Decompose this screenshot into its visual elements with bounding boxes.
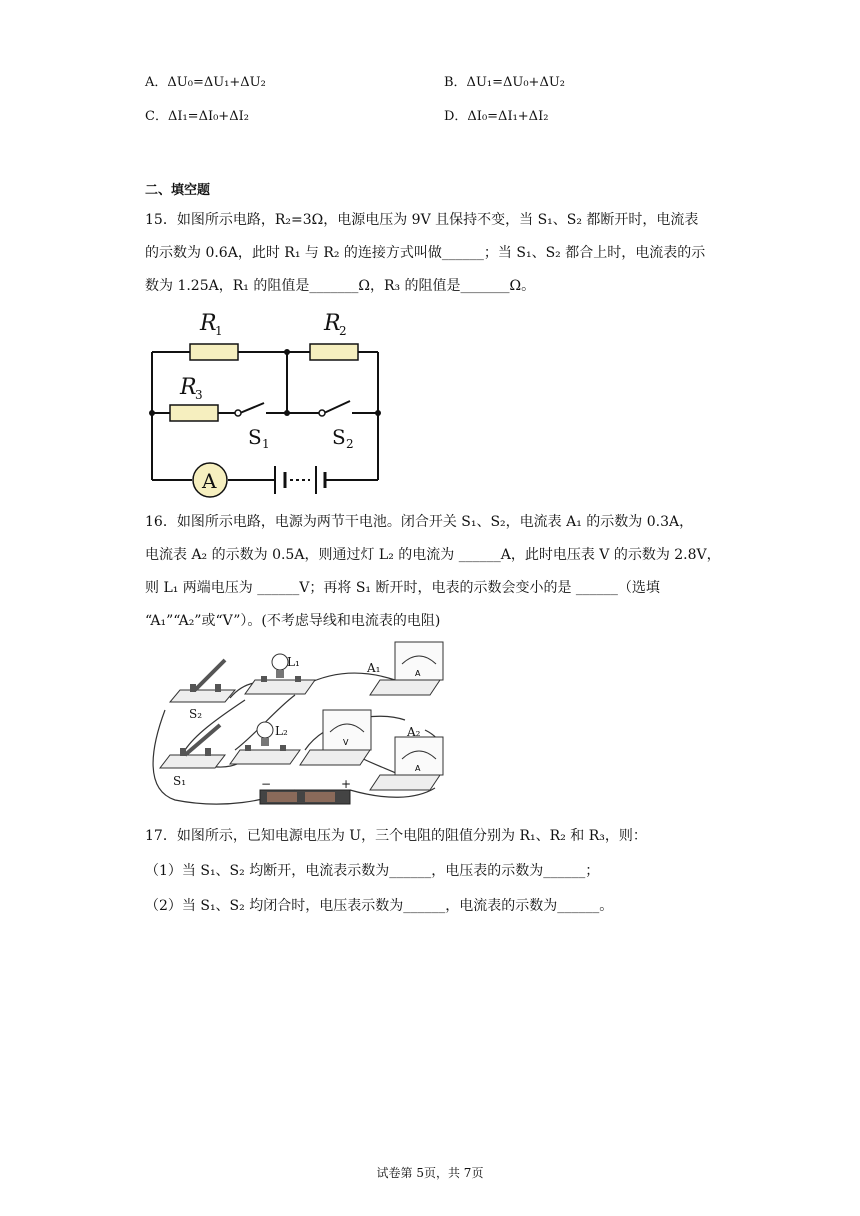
- voltmeter: [300, 710, 371, 765]
- q17-line-3: （2）当 S₁、S₂ 均闭合时，电压表示数为______，电流表的示数为______。: [145, 898, 614, 914]
- s1-sub: 1: [262, 437, 270, 451]
- q16-line-2: 电流表 A₂ 的示数为 0.5A，则通过灯 L₂ 的电流为 ______A，此时电压表 V 的示数为 2.8V，: [145, 547, 721, 563]
- q15-line-3: 数为 1.25A，R₁ 的阻值是_______Ω，R₃ 的阻值是_______Ω。: [145, 278, 536, 294]
- r1-resistor: [190, 344, 238, 360]
- ammeter-label: A: [202, 469, 217, 493]
- switch-s1: [160, 725, 225, 768]
- q16-line-3: 则 L₁ 两端电压为 ______V；再将 S₁ 断开时，电表的示数会变小的是 ______（选填: [145, 580, 660, 596]
- battery-plus: +: [341, 777, 352, 791]
- r3-sub: 3: [195, 388, 203, 402]
- l1-label: L₁: [287, 655, 300, 669]
- section-title: 二、填空题: [145, 183, 211, 198]
- s2-label: S: [332, 425, 346, 449]
- q15-line-2: 的示数为 0.6A，此时 R₁ 与 R₂ 的连接方式叫做______；当 S₁、S₂ 都合上时，电流表的示: [145, 245, 706, 261]
- option-c: C．ΔI₁=ΔI₀+ΔI₂: [145, 109, 249, 124]
- ammeter-a2: [370, 737, 443, 790]
- s2-sub: 2: [346, 437, 354, 451]
- page-footer: 试卷第 5页，共 7页: [376, 1166, 484, 1180]
- l2-label: L₂: [275, 724, 288, 738]
- r2-resistor: [310, 344, 358, 360]
- q17-line-2: （1）当 S₁、S₂ 均断开，电流表示数为______，电压表的示数为______；: [145, 863, 600, 879]
- q17-line-1: 17．如图所示，已知电源电压为 U，三个电阻的阻值分别为 R₁、R₂ 和 R₃，则：: [145, 828, 647, 844]
- q16-line-1: 16．如图所示电路，电源为两节干电池。闭合开关 S₁、S₂，电流表 A₁ 的示数为 0.3A，: [145, 514, 694, 530]
- option-b: B．ΔU₁=ΔU₀+ΔU₂: [444, 75, 566, 90]
- r1-sub: 1: [215, 324, 223, 338]
- q16-circuit-picture: [145, 640, 455, 810]
- a2-label: A₂: [407, 725, 421, 739]
- battery-minus: −: [261, 777, 272, 791]
- r3-resistor: [170, 405, 218, 421]
- option-d: D．ΔI₀=ΔI₁+ΔI₂: [444, 109, 549, 124]
- svg-text:A: A: [415, 669, 421, 678]
- r2-sub: 2: [339, 324, 347, 338]
- a1-label: A₁: [367, 661, 381, 675]
- svg-text:A: A: [415, 764, 421, 773]
- s2-photo-label: S₂: [189, 707, 203, 721]
- bulb-l1: [245, 654, 315, 694]
- q15-line-1: 15．如图所示电路，R₂=3Ω，电源电压为 9V 且保持不变，当 S₁、S₂ 都断开时，电流表: [145, 212, 699, 228]
- s1-photo-label: S₁: [173, 774, 187, 788]
- q16-line-4: “A₁”“A₂”或“V”）。(不考虑导线和电流表的电阻): [145, 613, 441, 629]
- switch-s2: [170, 660, 235, 702]
- option-a: A．ΔU₀=ΔU₁+ΔU₂: [145, 75, 266, 90]
- svg-text:V: V: [343, 738, 349, 747]
- ammeter-a1: [370, 642, 443, 695]
- battery-pack: [260, 790, 350, 804]
- r2-label: R: [324, 311, 341, 336]
- q15-circuit-diagram: [140, 300, 400, 500]
- r3-label: R: [180, 375, 197, 400]
- r1-label: R: [200, 311, 217, 336]
- bulb-l2: [230, 722, 300, 764]
- s1-label: S: [248, 425, 262, 449]
